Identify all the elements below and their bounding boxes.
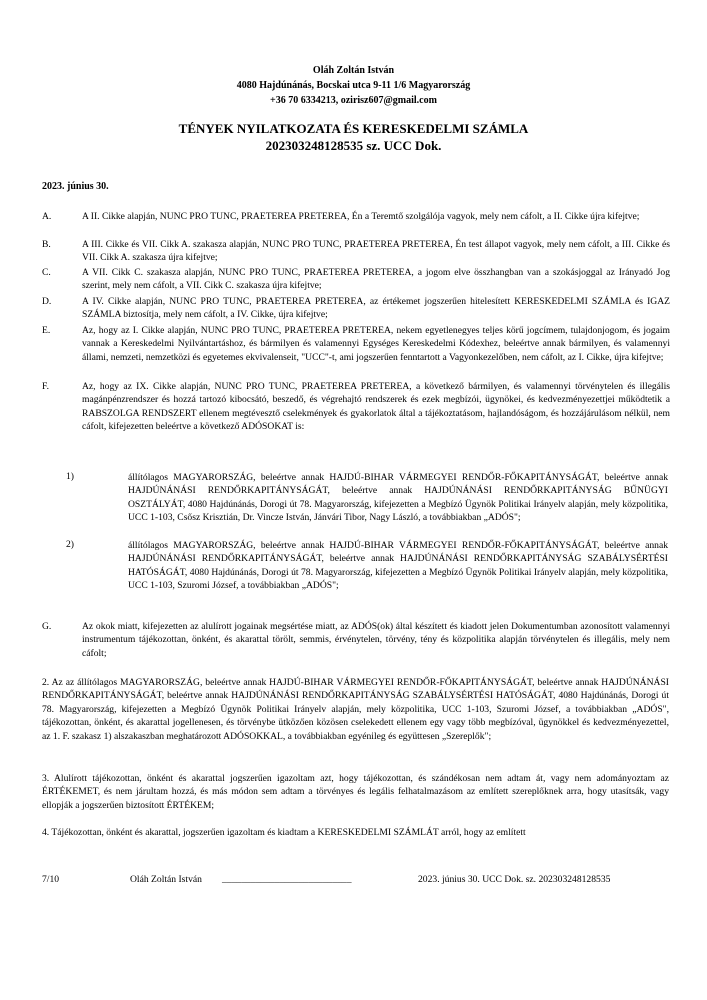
- item-letter: F.: [42, 381, 49, 392]
- item-letter: E.: [42, 325, 51, 336]
- sub-item-text: állítólagos MAGYARORSZÁG, beleértve annak HAJDÚ-BIHAR VÁRMEGYEI RENDŐR-FŐKAPITÁNYSÁGÁT, beleértve annak HAJDÚNÁNÁSI RENDŐRKAPITÁNYSÁGÁT, beleértve annak HAJDÚNÁNÁSI RENDŐRKAPITÁNYSÁG BŰNÜGYI OSZTÁLYÁT, 4080 Hajdúnánás, Dorogi út 78. Magyarország, kifejezetten a Megbízó Ügynök Politikai Irányelv alapján, mely közpolitika, UCC 1-103, Csősz Krisztián, Dr. Vincze István, Jánvári Tibor, Nagy László, a továbbiakban „ADÓS";: [128, 472, 668, 524]
- page-number: 7/10: [42, 874, 60, 885]
- item-letter: A.: [42, 211, 52, 222]
- author-contact: +36 70 6334213, ozirisz607@gmail.com: [270, 95, 437, 106]
- paragraph-4: 4. Tájékozottan, önként és akarattal, jogszerűen igazoltam és kiadtam a KERESKEDELMI SZÁMLÁT arról, hogy az említett: [42, 827, 526, 838]
- document-date: 2023. június 30.: [42, 181, 109, 192]
- item-text: A II. Cikke alapján, NUNC PRO TUNC, PRAETEREA PRETEREA, Én a Teremtő szolgálója vagyok, mely nem cáfolt, a II. Cikke újra kifejtve;: [82, 211, 640, 222]
- footer-doc-ref: 2023. június 30. UCC Dok. sz. 202303248128535: [418, 874, 611, 885]
- footer-name: Oláh Zoltán István: [130, 874, 202, 885]
- item-letter: D.: [42, 296, 52, 307]
- sub-item-number: 2): [66, 539, 74, 550]
- item-text: Az, hogy az IX. Cikke alapján, NUNC PRO TUNC, PRAETEREA PRETEREA, a következő bármilyen, és valamennyi törvénytelen és illegális magánpénzrendszer és hozzá tartozó kibocsátó, beszedő, és végrehajtó rendszerek és ezek megbízói, ügynökei, és kedvezményezettjei működtetik a RABSZOLGA RENDSZERT ellenem megtévesztő cselekmények és gyakorlatok által a tájékoztatásom, hajlandóságom, és hozzájárulásom nélkül, nem cáfolt, kifejezetten beleértve a következő ADÓSOKAT is:: [82, 381, 670, 433]
- document-title: TÉNYEK NYILATKOZATA ÉS KERESKEDELMI SZÁMLA: [178, 121, 529, 136]
- author-name: Oláh Zoltán István: [312, 65, 395, 76]
- paragraph-2: 2. Az az állítólagos MAGYARORSZÁG, beleértve annak HAJDÚ-BIHAR VÁRMEGYEI RENDŐR-FŐKAPITÁNYSÁGÁT, beleértve annak HAJDÚNÁNÁSI RENDŐRKAPITÁNYSÁGÁT, beleértve annak HAJDÚNÁNÁSI RENDŐRKAPITÁNYSÁG SZABÁLYSÉRTÉSI HATÓSÁGÁT, 4080 Hajdúnánás, Dorogi út 78. Magyarország, kifejezetten a Megbízó Ügynök Politikai Irányelv alapján, mely közpolitika, UCC 1-103, Szuromi József, a továbbiakban „ADÓS", tájékozottan, önként, és akarattal jogellenesen, és törvénybe ütközően közösen cselekedett ellenem egy vagy több megbízóval, ügynökkel és kedvezményezettel, az 1. F. szakasz 1) alszakaszban meghatározott ADÓSOKKAL, a továbbiakban egyénileg és együttesen „Szereplők";: [42, 677, 669, 742]
- document-number: 202303248128535 sz. UCC Dok.: [265, 138, 442, 153]
- author-address: 4080 Hajdúnánás, Bocskai utca 9-11 1/6 Magyarország: [236, 80, 471, 91]
- item-text: A VII. Cikk C. szakasza alapján, NUNC PRO TUNC, PRAETEREA PRETEREA, a jogom elve összhangban van a szokásjoggal az Irányadó Jog szerint, mely nem cáfolt, a VII. Cikk C. szakasza újra kifejtve;: [82, 267, 670, 292]
- item-letter: B.: [42, 239, 51, 250]
- item-text: Az, hogy az I. Cikke alapján, NUNC PRO TUNC, PRAETEREA PRETEREA, nekem egyetlenegyes teljes körű jogcímem, tulajdonjogom, és jogaim vannak a Kereskedelmi Nyilvántartáshoz, és bármilyen és valamennyi Egységes Kereskedelmi Kódexhez, beleértve annak bármilyen, és valamennyi állami, nemzeti, nemzetközi és egyetemes ekvivalenseit, "UCC"-t, ami jogszerűen fenntartott a Vagyonkezelőben, nem cáfolt, az I. Cikke, újra kifejtve;: [82, 325, 670, 363]
- sub-item-text: állítólagos MAGYARORSZÁG, beleértve annak HAJDÚ-BIHAR VÁRMEGYEI RENDŐR-FŐKAPITÁNYSÁGÁT, beleértve annak HAJDÚNÁNÁSI RENDŐRKAPITÁNYSÁGÁT, beleértve annak HAJDÚNÁNÁSI RENDŐRKAPITÁNYSÁG SZABÁLYSÉRTÉSI HATÓSÁGÁT, 4080 Hajdúnánás, Dorogi út 78. Magyarország, kifejezetten a Megbízó Ügynök Politikai Irányelv alapján, mely közpolitika, UCC 1-103, Szuromi József, a továbbiakban „ADÓS";: [128, 540, 668, 592]
- signature-line: ___________________________: [222, 874, 352, 885]
- item-text: Az okok miatt, kifejezetten az alulírott jogainak megsértése miatt, az ADÓS(ok) által készített és kiadott jelen Dokumentumban azonosított valamennyi instrumentum tájékozottan, önként, és akarattal törölt, semmis, érvénytelen, törvény, tény és közpolitika alapján törvénytelen és illegális, mely nem cáfolt;: [82, 621, 670, 659]
- paragraph-3: 3. Alulírott tájékozottan, önként és akarattal jogszerűen igazoltam azt, hogy tájékozottan, és szándékosan nem adtam át, vagy nem adományoztam az ÉRTÉKEMET, és nem járultam hozzá, és más módon sem adtam a törvényes és legális felhatalmazásom az említett szereplőknek arra, hogy utasítsák, vagy ellopják a jogszerűen biztosított ÉRTÉKEM;: [42, 773, 669, 811]
- item-letter: G.: [42, 621, 52, 632]
- item-letter: C.: [42, 267, 51, 278]
- item-text: A IV. Cikke alapján, NUNC PRO TUNC, PRAETEREA PRETEREA, az értékemet jogszerűen hitelesített KERESKEDELMI SZÁMLA és IGAZ SZÁMLA biztosítja, mely nem cáfolt, a IV. Cikke, újra kifejtve;: [82, 296, 670, 321]
- sub-item-number: 1): [66, 471, 74, 482]
- item-text: A III. Cikke és VII. Cikk A. szakasza alapján, NUNC PRO TUNC, PRAETEREA PRETEREA, Én test állapot vagyok, mely nem cáfolt, a III. Cikke és VII. Cikk A. szakasza újra kifejtve;: [82, 239, 670, 264]
